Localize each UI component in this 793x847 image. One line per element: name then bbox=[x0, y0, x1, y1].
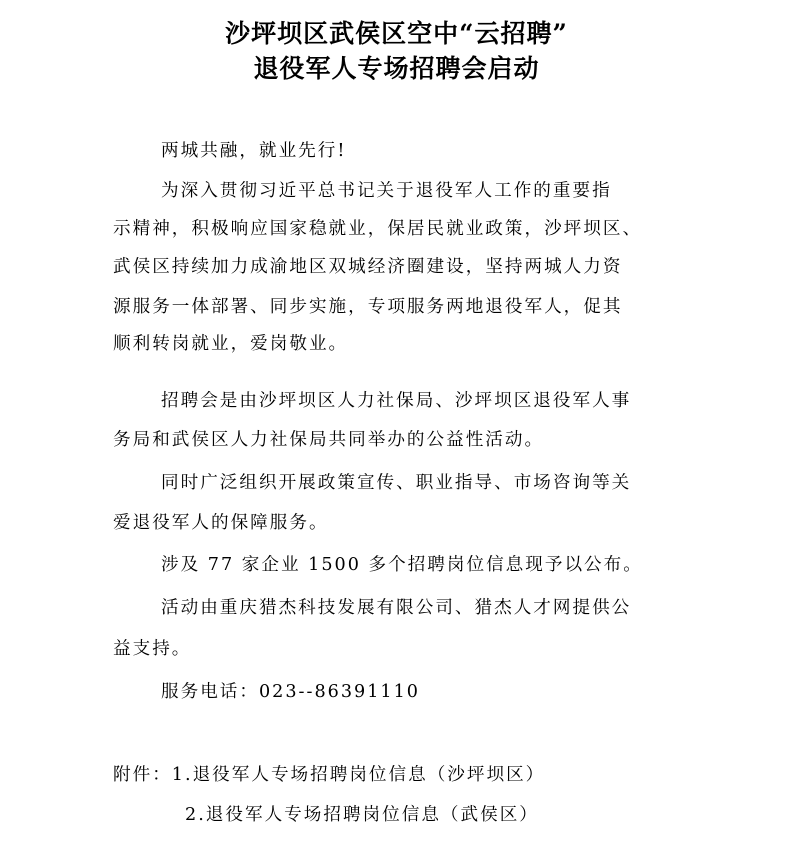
paragraph-1-line-4: 源服务一体部署、同步实施，专项服务两地退役军人，促其 bbox=[113, 297, 623, 317]
paragraph-1-line-5: 顺利转岗就业，爱岗敬业。 bbox=[113, 334, 349, 354]
paragraph-4: 涉及 77 家企业 1500 多个招聘岗位信息现予以公布。 bbox=[161, 555, 643, 575]
paragraph-3-line-1: 同时广泛组织开展政策宣传、职业指导、市场咨询等关 bbox=[161, 473, 632, 493]
paragraph-5-line-1: 活动由重庆猎杰科技发展有限公司、猎杰人才网提供公 bbox=[161, 598, 632, 618]
paragraph-5-line-2: 益支持。 bbox=[113, 639, 192, 659]
paragraph-3-line-2: 爱退役军人的保障服务。 bbox=[113, 513, 329, 533]
paragraph-1-line-1: 为深入贯彻习近平总书记关于退役军人工作的重要指 bbox=[161, 181, 612, 201]
slogan: 两城共融，就业先行! bbox=[161, 141, 347, 161]
service-phone: 服务电话：023--86391110 bbox=[161, 682, 420, 702]
paragraph-2-line-2: 务局和武侯区人力社保局共同举办的公益性活动。 bbox=[113, 430, 545, 450]
attachment-line-1: 附件：1.退役军人专场招聘岗位信息（沙坪坝区） bbox=[113, 765, 546, 785]
attachment-line-2: 2.退役军人专场招聘岗位信息（武侯区） bbox=[185, 805, 539, 825]
title-line-1: 沙坪坝区武侯区空中“云招聘” bbox=[225, 19, 568, 48]
paragraph-2-line-1: 招聘会是由沙坪坝区人力社保局、沙坪坝区退役军人事 bbox=[161, 391, 632, 411]
paragraph-1-line-2: 示精神，积极响应国家稳就业，保居民就业政策，沙坪坝区、 bbox=[113, 219, 643, 239]
paragraph-1-line-3: 武侯区持续加力成渝地区双城经济圈建设，坚持两城人力资 bbox=[113, 257, 623, 277]
title-line-2: 退役军人专场招聘会启动 bbox=[253, 54, 540, 83]
